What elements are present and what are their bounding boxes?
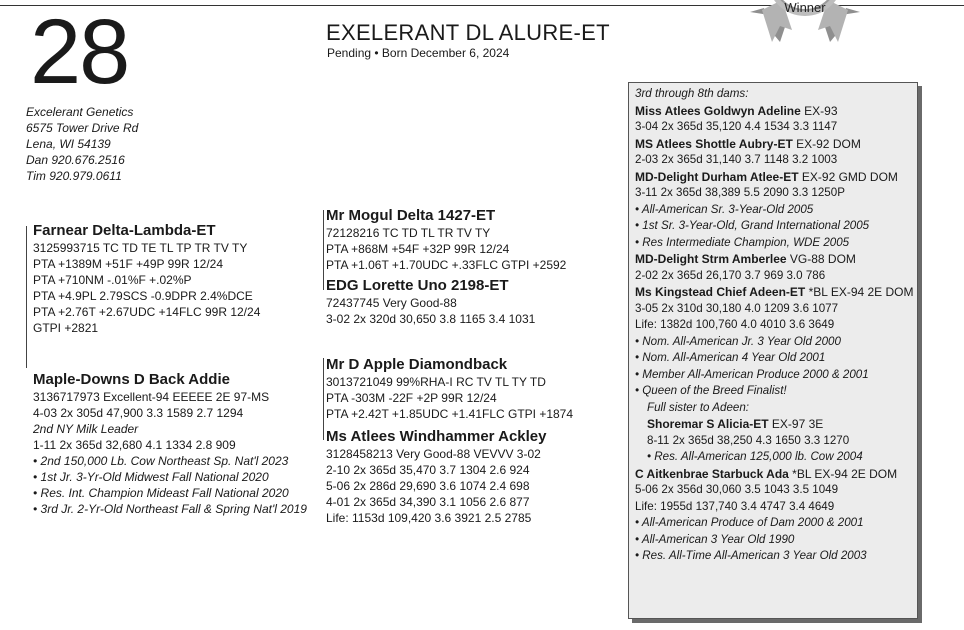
sire-sire-name: Mr Mogul Delta 1427-ET	[326, 207, 496, 224]
sire-dam-line: 3-02 2x 320d 30,650 3.8 1165 3.4 1031	[326, 312, 536, 326]
dam-entry-line: 3-05 2x 310d 30,180 4.0 1209 3.6 1077	[635, 301, 839, 315]
dam-bullet: • 3rd Jr. 2-Yr-Old Northeast Fall & Spring Nat'l 2019	[33, 502, 307, 516]
dam-bullet: • 1st Jr. 3-Yr-Old Midwest Fall National 2020	[33, 470, 269, 484]
dam-entry-line: 5-06 2x 356d 30,060 3.5 1043 3.5 1049	[635, 483, 839, 496]
consignor-line: Excelerant Genetics	[26, 105, 134, 119]
dam-entry-award: • All-American 3 Year Old 1990	[635, 532, 795, 546]
sire-line: PTA +2.76T +2.67UDC +14FLC 99R 12/24	[33, 305, 261, 319]
sire-dam-block	[326, 277, 535, 327]
sire-line: PTA +1389M +51F +49P 99R 12/24	[33, 257, 224, 271]
sister-award: • Res. All-American 125,000 lb. Cow 2004	[647, 450, 863, 463]
sire-dam-name: EDG Lorette Uno 2198-ET	[326, 277, 509, 294]
dam-entry-award: • All-American Produce of Dam 2000 & 2001	[635, 516, 864, 529]
dam-entry-name: Ms Kingstead Chief Adeen-ET *BL EX-94 2E DOM	[635, 285, 914, 299]
dam-line: 3136717973 Excellent-94 EEEEE 2E 97-MS	[33, 390, 270, 404]
dam-dam-block	[326, 428, 547, 526]
consignor-line: Tim 920.979.0611	[26, 169, 122, 183]
dam-dam-line: 4-01 2x 365d 34,390 3.1 1056 2.6 877	[326, 495, 530, 509]
dam-dam-name: Ms Atlees Windhammer Ackley	[326, 428, 547, 445]
dam-entry-award: • All-American Sr. 3-Year-Old 2005	[635, 202, 814, 216]
dam-entry-award: • Res. All-Time All-American 3 Year Old 2003	[635, 549, 867, 562]
dam-entry-name: MD-Delight Durham Atlee-ET EX-92 GMD DOM	[635, 169, 898, 184]
dam-dam-line: Life: 1153d 109,420 3.6 3921 2.5 2785	[326, 511, 532, 525]
dam-entry-award: • 1st Sr. 3-Year-Old, Grand International 2005	[635, 219, 870, 232]
sire-sire-block	[326, 207, 566, 273]
consignor-line: Dan 920.676.2516	[26, 153, 125, 167]
consignor-line: 6575 Tower Drive Rd	[26, 121, 139, 135]
pedigree-line	[323, 210, 324, 290]
dam-entry-award: • Member All-American Produce 2000 & 2001	[635, 367, 869, 381]
dam-sire-name: Mr D Apple Diamondback	[326, 356, 508, 373]
dams-header: 3rd through 8th dams:	[635, 87, 749, 100]
sire-line: PTA +710NM -.01%F +.02%P	[33, 273, 192, 287]
dam-entry-award: • Nom. All-American Jr. 3 Year Old 2000	[635, 334, 841, 348]
dam-entry-line: 2-03 2x 365d 31,140 3.7 1148 3.2 1003	[635, 153, 838, 166]
dam-line: 4-03 2x 305d 47,900 3.3 1589 2.7 1294	[33, 406, 244, 420]
dam-entry-line: 3-04 2x 365d 35,120 4.4 1534 3.3 1147	[635, 120, 838, 133]
lot-number: 28	[30, 1, 129, 103]
dam-entry-name: C Aitkenbrae Starbuck Ada *BL EX-94 2E DOM	[635, 466, 898, 481]
animal-name: EXELERANT DL ALURE-ET	[326, 20, 610, 45]
sire-block	[33, 222, 260, 336]
animal-subtitle: Pending • Born December 6, 2024	[327, 46, 510, 60]
sire-sire-line: 72128216 TC TD TL TR TV TY	[326, 226, 491, 240]
sire-sire-line: PTA +868M +54F +32P 99R 12/24	[326, 242, 510, 256]
dam-entry-line: 3-11 2x 365d 38,389 5.5 2090 3.3 1250P	[635, 186, 845, 199]
sister-label: Full sister to Adeen:	[647, 400, 750, 414]
consignor-info	[26, 104, 138, 184]
dam-entry-line: Life: 1955d 137,740 3.4 4747 3.4 4649	[635, 499, 835, 513]
sire-line: 3125993715 TC TD TE TL TP TR TV TY	[33, 241, 248, 255]
dam-italic-line: 2nd NY Milk Leader	[33, 422, 139, 436]
dam-name: Maple-Downs D Back Addie	[33, 371, 230, 388]
dam-entry-award: • Res Intermediate Champion, WDE 2005	[635, 235, 850, 249]
dam-bullet: • Res. Int. Champion Mideast Fall National 2020	[33, 486, 289, 500]
dam-entry-line: Life: 1382d 100,760 4.0 4010 3.6 3649	[635, 318, 835, 331]
dam-entry-line: 2-02 2x 365d 26,170 3.7 969 3.0 786	[635, 268, 826, 282]
dam-sire-line: PTA -303M -22F +2P 99R 12/24	[326, 391, 497, 405]
winner-label: Winner	[784, 0, 826, 15]
dam-sire-line: PTA +2.42T +1.85UDC +1.41FLC GTPI +1874	[326, 407, 574, 421]
dam-entry-name: MD-Delight Strm Amberlee VG-88 DOM	[635, 252, 856, 266]
dam-entry-name: MS Atlees Shottle Aubry-ET EX-92 DOM	[635, 136, 861, 151]
dam-entry-award: • Queen of the Breed Finalist!	[635, 384, 787, 397]
dam-block	[33, 371, 307, 517]
dam-bullet: • 2nd 150,000 Lb. Cow Northeast Sp. Nat'l 2023	[33, 454, 289, 468]
dam-entry-award: • Nom. All-American 4 Year Old 2001	[635, 351, 826, 364]
sire-sire-line: PTA +1.06T +1.70UDC +.33FLC GTPI +2592	[326, 258, 567, 272]
consignor-line: Lena, WI 54139	[26, 137, 111, 151]
pedigree-line	[323, 358, 324, 440]
pedigree-line	[26, 226, 27, 368]
dam-entry-name: Miss Atlees Goldwyn Adeline EX-93	[635, 103, 838, 118]
winner-ribbon-icon	[742, 0, 868, 42]
dam-sire-line: 3013721049 99%RHA-I RC TV TL TY TD	[326, 375, 546, 389]
dam-sire-block	[326, 356, 573, 422]
sire-name: Farnear Delta-Lambda-ET	[33, 222, 216, 239]
dams-box	[628, 82, 918, 619]
dam-dam-line: 5-06 2x 286d 29,690 3.6 1074 2.4 698	[326, 479, 530, 493]
sire-dam-line: 72437745 Very Good-88	[326, 296, 457, 310]
dam-line: 1-11 2x 365d 32,680 4.1 1334 2.8 909	[33, 438, 236, 452]
sire-line: GTPI +2821	[33, 321, 99, 335]
sister-line: 8-11 2x 365d 38,250 4.3 1650 3.3 1270	[647, 433, 850, 447]
dam-dam-line: 2-10 2x 365d 35,470 3.7 1304 2.6 924	[326, 463, 530, 477]
sister-name: Shoremar S Alicia-ET EX-97 3E	[647, 417, 824, 431]
dam-dam-line: 3128458213 Very Good-88 VEVVV 3-02	[326, 447, 541, 461]
sire-line: PTA +4.9PL 2.79SCS -0.9DPR 2.4%DCE	[33, 289, 253, 303]
